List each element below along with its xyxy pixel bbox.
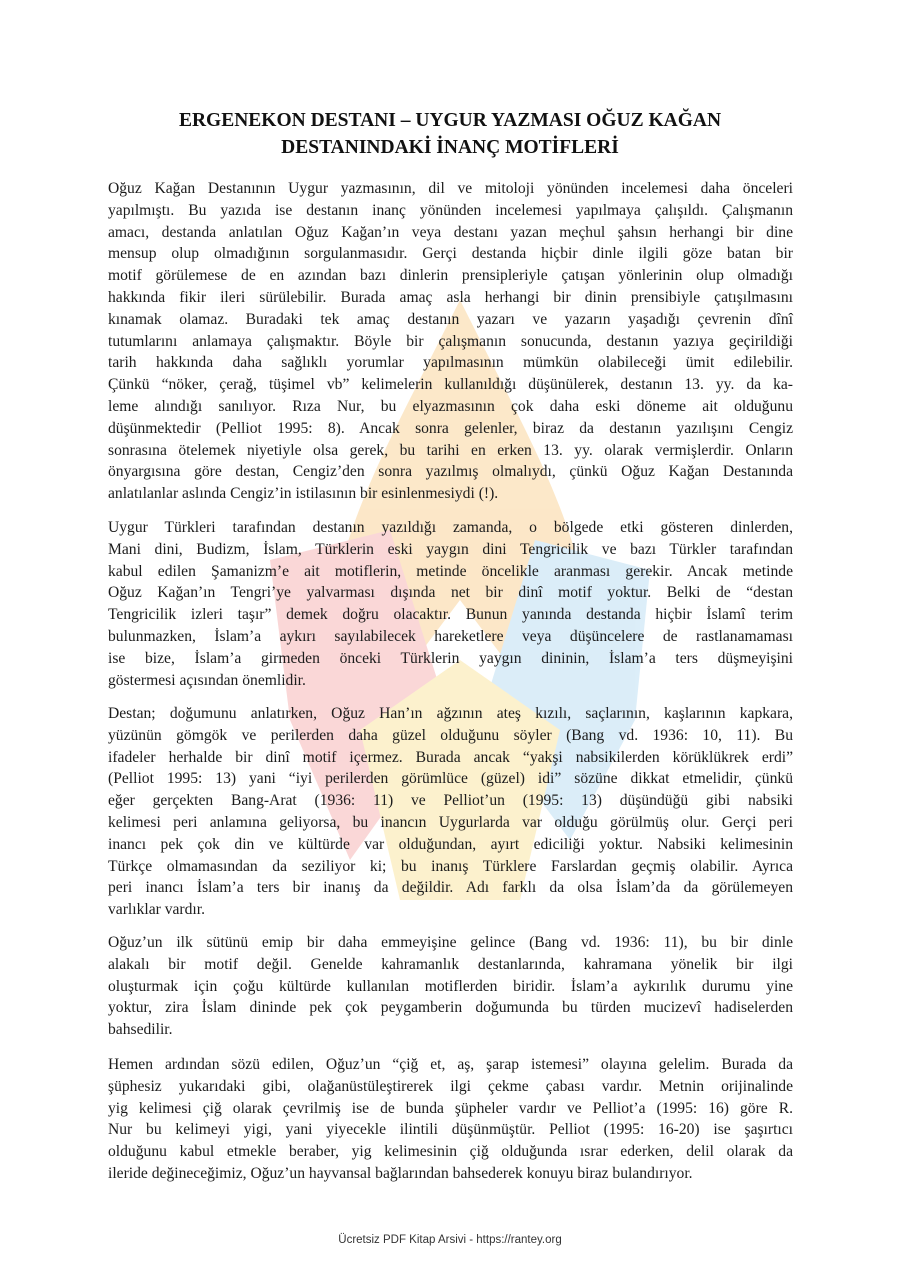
text-line: bulunmazken, İslam’a aykırı sayılabilecek hareketlere veya düşüncelere de rastlanamaması bbox=[108, 627, 793, 645]
text-line: eğer gerçekten Bang-Arat (1936: 11) ve Pelliot’un (1995: 13) düşündüğü gibi nabsiki bbox=[108, 792, 793, 810]
text-line: tarih hakkında daha sağlıklı yorumlar yapılmasının mümkün olabileceği ümit edilebilir. bbox=[108, 354, 793, 372]
paragraph-3 bbox=[108, 703, 793, 921]
text-line: ileride değineceğimiz, Oğuz’un hayvansal bağlarından bahsederek konuyu biraz bulandırıyor. bbox=[108, 1164, 693, 1182]
text-line: Oğuz Kağan Destanının Uygur yazmasının, dil ve mitoloji yönünden incelemesi daha önceleri bbox=[108, 180, 793, 197]
text-line: kınamak olamaz. Buradaki tek amaç destanın yazarı ve yazarın yaşadığı çevrenin dînî bbox=[108, 310, 793, 328]
text-line: düşünmektedir (Pelliot 1995: 8). Ancak sonra gelenler, biraz da destanın yazılışını Cengiz bbox=[108, 419, 793, 437]
text-line: yüzünün gömgök ve perilerden daha güzel olduğunu söyler (Bang vd. 1936: 10, 11). Bu bbox=[108, 726, 793, 744]
text-line: bahsedilir. bbox=[108, 1021, 173, 1039]
text-line: peri inancı İslam’a ters bir inanış da değildir. Adı farklı da olsa İslam’da da görülemeyen bbox=[108, 879, 793, 897]
text-line: inancı pek çok din ve kültürde var olduğundan, ayırt ediciliği yoktur. Nabsiki kelimesinin bbox=[108, 835, 793, 853]
title-line: DESTANINDAKİ İNANÇ MOTİFLERİ bbox=[281, 137, 619, 158]
text-line: yig kelimesi çiğ olarak çevrilmiş ise de bunda şüpheler vardır ve Pelliot’a (1995: 16) göre R. bbox=[108, 1099, 793, 1117]
paragraph-2 bbox=[108, 517, 793, 691]
text-line: tutumlarını anlamaya çalışmaktır. Böyle bir çalışmanın sonucunda, destanın yazıya geçirildiği bbox=[108, 332, 793, 350]
text-line: Oğuz’un ilk sütünü emip bir daha emmeyişine gelince (Bang vd. 1936: 11), bu bir dinle bbox=[108, 934, 793, 951]
text-line: anlatılanlar aslında Cengiz’in istilasının bir esinlenmesiydi (!). bbox=[108, 485, 499, 503]
text-line: leme alındığı sanılıyor. Rıza Nur, bu elyazmasının çok daha eski döneme ait olduğunu bbox=[108, 397, 793, 415]
text-line: mensup olup olmadığının sorgulanmasıdır. Gerçi destanda hiçbir dinle ilgili göze batan bir bbox=[108, 245, 793, 263]
text-line: oluşturmak için çoğu kültürde kullanılan motiflerden biridir. İslam’a aykırılık durumu yine bbox=[108, 977, 793, 995]
text-line: önyargısına göre destan, Cengiz’den sonra yazılmış olmalıydı, çünkü Oğuz Kağan Destanında bbox=[108, 463, 793, 481]
document-title bbox=[100, 107, 800, 161]
paragraph-4 bbox=[108, 932, 793, 1041]
text-line: Tengricilik izleri taşır” demek doğru olacaktır. Bunun yanında destanda hiçbir İslamî terim bbox=[108, 606, 793, 624]
paragraph-1 bbox=[108, 178, 793, 505]
text-line: kabul edilen Şamanizm’e ait motiflerin, metinde öncelikle aranması gerekir. Ancak metinde bbox=[108, 562, 793, 580]
text-line: Oğuz Kağan’ın Tengri’ye yalvarması dışında net bir dinî motif yoktur. Belki de “destan bbox=[108, 584, 793, 602]
text-line: Hemen ardından sözü edilen, Oğuz’un “çiğ et, aş, şarap istemesi” olayına gelelim. Burada da bbox=[108, 1056, 793, 1073]
text-line: olduğunu kabul etmekle beraber, yig kelimesinin çiğ olduğunda ısrar ederken, delil olarak da bbox=[108, 1143, 793, 1161]
text-line: Destan; doğumunu anlatırken, Oğuz Han’ın ağzının ateş kızılı, saçlarının, kaşlarının kapkara, bbox=[108, 705, 793, 722]
text-line: (Pelliot 1995: 13) yani “iyi perilerden görümlüce (güzel) idi” sözüne dikkat etmelidir, çünkü bbox=[108, 770, 793, 788]
text-line: Uygur Türkleri tarafından destanın yazıldığı zamanda, o bölgede etki gösteren dinlerden, bbox=[108, 519, 793, 536]
title-line: ERGENEKON DESTANI – UYGUR YAZMASI OĞUZ KAĞAN bbox=[178, 110, 722, 131]
text-line: Türkçe olmamasından da seziliyor ki; bu inanış Türklere Farslardan geçmiş olabilir. Ayrıca bbox=[108, 857, 793, 875]
text-line: Mani dini, Budizm, İslam, Türklerin eski yaygın dini Tengricilik ve bazı Türkler tarafından bbox=[108, 540, 793, 558]
text-line: motif görülemese de en azından bazı dinlerin prensipleriyle çatışan yönlerinin olup olmadığı bbox=[108, 267, 793, 285]
text-line: Çünkü “nöker, çerağ, tüşimel vb” kelimelerin kullanıldığı düşünülerek, destanın 13. yy. da ka- bbox=[108, 376, 793, 394]
text-line: alakalı bir motif değil. Genelde kahramanlık destanlarında, kahramana yönelik bir ilgi bbox=[108, 955, 793, 973]
text-line: sonrasına ötelemek niyetiyle olsa gerek, bu tarihi en erken 13. yy. olarak vermişlerdir. Onların bbox=[108, 441, 793, 459]
text-line: hakkında fikir ileri sürülebilir. Burada amaç asla herhangi bir dinin prensibiyle çatışılmasını bbox=[108, 288, 793, 306]
text-line: amacı, destanda anlatılan Oğuz Kağan’ın veya destanı yazan meçhul şahsın herhangi bir dine bbox=[108, 223, 793, 241]
text-line: şüphesiz yukarıdaki gibi, olağanüstüleştirerek ilgi çekme çabası vardır. Metnin orijinalinde bbox=[108, 1077, 793, 1095]
text-line: varlıklar vardır. bbox=[108, 901, 205, 919]
text-line: ise bize, İslam’a girmeden önceki Türklerin yaygın dininin, İslam’a ters düşmeyişini bbox=[108, 649, 793, 667]
text-line: göstermesi açısından önemlidir. bbox=[108, 671, 306, 689]
footer-text: Ücretsiz PDF Kitap Arsivi - https://rantey.org bbox=[338, 1234, 562, 1246]
text-line: ifadeler herhalde bir dinî motif içermez. Burada ancak “yakşi nabsikilerden körüklükrek erdi” bbox=[108, 748, 793, 766]
text-line: yapılmıştı. Bu yazıda ise destanın inanç yönünden incelemesi yapılmaya çalışıldı. Çalışmanın bbox=[108, 201, 793, 219]
text-line: kelimesi peri anlamına geliyorsa, bu inancın Uygurlarda var olduğu görülmüş olur. Gerçi peri bbox=[108, 813, 793, 831]
paragraph-5 bbox=[108, 1054, 793, 1185]
text-line: yoktur, zira İslam dininde pek çok peygamberin doğumunda bu türden mucizevî hadiselerden bbox=[108, 999, 793, 1017]
text-line: Nur bu kelimeyi yigi, yani yiyecekle ilintili düşünmüştür. Pelliot (1995: 16-20) ise şaşırtıcı bbox=[108, 1121, 793, 1139]
